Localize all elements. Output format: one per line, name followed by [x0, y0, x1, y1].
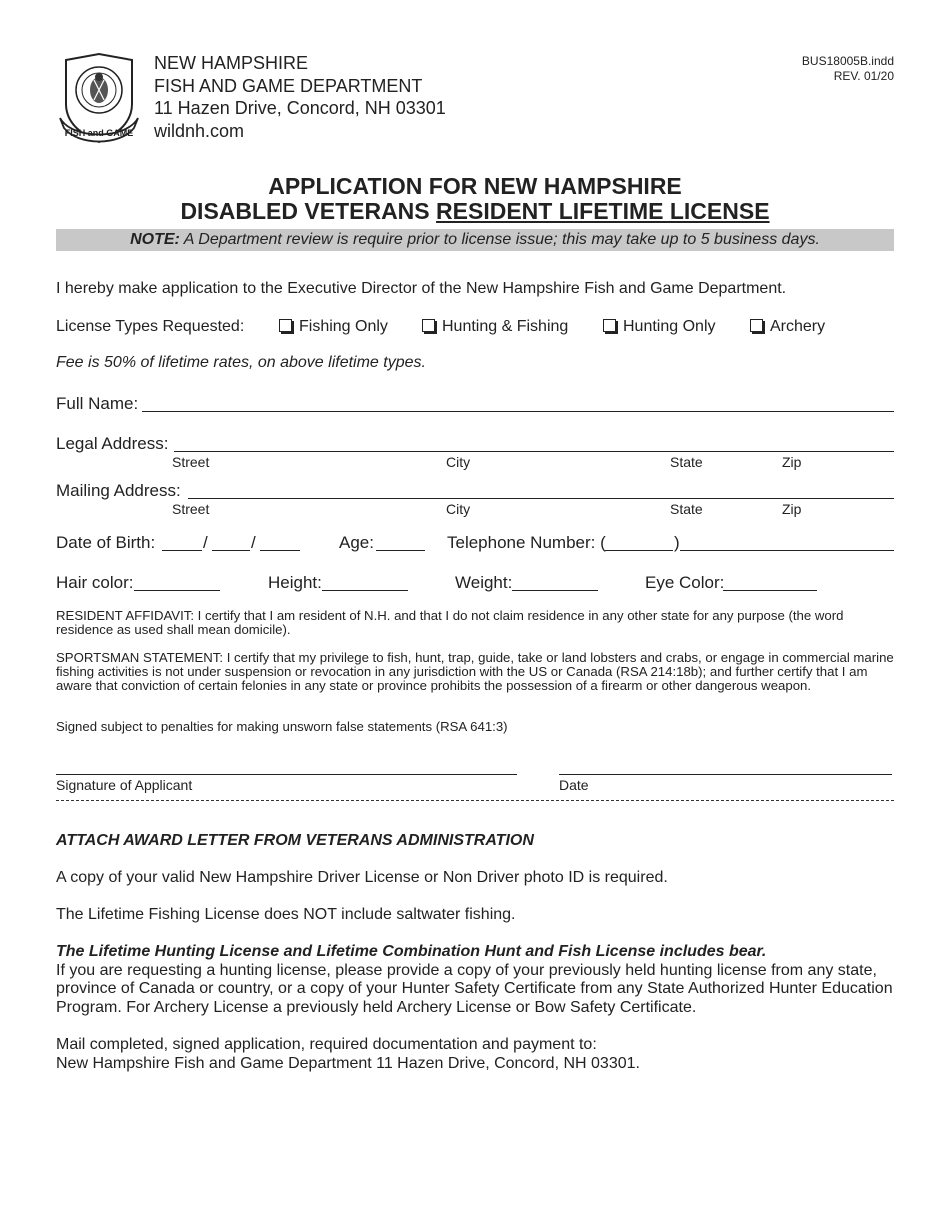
legal-zip-caption: Zip [782, 454, 802, 470]
date-label: Date [559, 777, 589, 793]
mailing-street-caption: Street [172, 501, 210, 517]
legal-address-input-line[interactable] [174, 451, 894, 452]
checkbox-label: Fishing Only [299, 318, 388, 335]
note-banner [56, 229, 894, 251]
mailing-instructions [56, 1036, 640, 1073]
mailing-city-caption: City [446, 501, 471, 517]
dob-year-input[interactable] [260, 550, 300, 551]
fee-note: Fee is 50% of lifetime rates, on above lifetime types. [56, 354, 426, 371]
note-label: NOTE: [130, 231, 180, 248]
id-required-note: A copy of your valid New Hampshire Driver License or Non Driver photo ID is required. [56, 869, 668, 886]
checkbox-icon[interactable] [422, 319, 435, 332]
legal-street-caption: Street [172, 454, 210, 470]
checkbox-icon[interactable] [279, 319, 292, 332]
seal-banner-text: FISH and GAME [64, 128, 134, 138]
sportsman-statement: SPORTSMAN STATEMENT: I certify that my privilege to fish, hunt, trap, guide, take or land lobsters and crabs, or engage in commercial marine fishing activities is not under suspension or revocation in any jurisdiction with the US or Canada (RSA 214:18b); and further certify that I am aware that conviction of certain felonies in any state or province prohibits the possession of a firearm or other dangerous weapon. [56, 650, 894, 693]
hunting-requirements [56, 943, 896, 1017]
fish-and-game-seal-logo [58, 52, 140, 148]
signature-label: Signature of Applicant [56, 777, 193, 793]
doc-file: BUS18005B.indd [801, 54, 894, 68]
age-input[interactable] [376, 550, 425, 551]
mail-line1: Mail completed, signed application, required documentation and payment to: [56, 1036, 597, 1053]
height-input[interactable] [322, 590, 408, 591]
dob-separator: / [203, 533, 208, 552]
eye-color-input[interactable] [723, 590, 817, 591]
legal-state-caption: State [670, 454, 703, 470]
cut-line-divider [56, 800, 894, 801]
checkbox-icon[interactable] [603, 319, 616, 332]
note-text: A Department review is require prior to license issue; this may take up to 5 business days. [179, 231, 820, 248]
form-title [0, 174, 950, 223]
title-line1: APPLICATION FOR NEW HAMPSHIRE [268, 173, 682, 199]
checkbox-label: Archery [770, 318, 826, 335]
hair-color-input[interactable] [134, 590, 220, 591]
bear-heading: The Lifetime Hunting License and Lifetime Combination Hunt and Fish License includes bear. [56, 943, 767, 960]
dob-month-input[interactable] [162, 550, 202, 551]
telephone-number-input[interactable] [680, 550, 894, 551]
document-id [802, 54, 894, 83]
agency-state: NEW HAMPSHIRE [154, 53, 309, 73]
agency-header [154, 52, 446, 142]
agency-department: FISH AND GAME DEPARTMENT [154, 75, 423, 96]
full-name-label: Full Name: [56, 394, 139, 413]
legal-address-label: Legal Address: [56, 434, 169, 453]
mailing-zip-caption: Zip [782, 501, 802, 517]
telephone-label: Telephone Number: ( [447, 533, 606, 552]
full-name-input-line[interactable] [142, 411, 894, 412]
mail-line2: New Hampshire Fish and Game Department 11 Hazen Drive, Concord, NH 03301. [56, 1054, 640, 1072]
title-line2-prefix: DISABLED VETERANS [180, 197, 437, 224]
attach-heading: ATTACH AWARD LETTER FROM VETERANS ADMINISTRATION [56, 832, 534, 849]
saltwater-note: The Lifetime Fishing License does NOT include saltwater fishing. [56, 906, 516, 923]
mailing-state-caption: State [670, 501, 703, 517]
date-input-line[interactable] [559, 774, 892, 775]
title-line2 [0, 199, 950, 224]
weight-input[interactable] [512, 590, 598, 591]
checkbox-label: Hunting Only [623, 318, 716, 335]
license-types-label: License Types Requested: [56, 318, 245, 335]
telephone-paren: ) [674, 533, 680, 552]
eye-color-label: Eye Color: [645, 573, 725, 592]
title-line2-underlined: RESIDENT LIFETIME LICENSE [436, 197, 770, 224]
checkbox-label: Hunting & Fishing [442, 318, 569, 335]
hunting-info: If you are requesting a hunting license, please provide a copy of your previously held hunting license from any state, province of Canada or country, or a copy of your Hunter Safety Certificate from any State Authorized Hunter Education Program. For Archery License a previously held Archery License or Bow Safety Certificate. [56, 961, 893, 1016]
legal-city-caption: City [446, 454, 471, 470]
age-label: Age: [339, 533, 374, 552]
height-label: Height: [268, 573, 322, 592]
signature-input-line[interactable] [56, 774, 517, 775]
dob-day-input[interactable] [212, 550, 250, 551]
hair-color-label: Hair color: [56, 573, 134, 592]
checkbox-hunting-and-fishing[interactable] [422, 318, 568, 336]
signed-subject-statement: Signed subject to penalties for making unsworn false statements (RSA 641:3) [56, 719, 508, 734]
mailing-address-label: Mailing Address: [56, 481, 181, 500]
resident-affidavit: RESIDENT AFFIDAVIT: I certify that I am resident of N.H. and that I do not claim residence in any other state for any purpose (the word residence as used shall mean domicile). [56, 608, 844, 637]
dob-separator: / [251, 533, 256, 552]
agency-website: wildnh.com [154, 120, 245, 141]
telephone-area-code-input[interactable] [605, 550, 673, 551]
checkbox-icon[interactable] [750, 319, 763, 332]
mailing-address-input-line[interactable] [188, 498, 894, 499]
agency-address: 11 Hazen Drive, Concord, NH 03301 [154, 98, 446, 118]
date-of-birth-label: Date of Birth: [56, 533, 156, 552]
checkbox-hunting-only[interactable] [603, 318, 716, 336]
doc-revision: REV. 01/20 [833, 68, 894, 83]
weight-label: Weight: [455, 573, 513, 592]
intro-statement: I hereby make application to the Executive Director of the New Hampshire Fish and Game Department. [56, 280, 787, 297]
checkbox-fishing-only[interactable] [279, 318, 388, 336]
checkbox-archery[interactable] [750, 318, 825, 336]
